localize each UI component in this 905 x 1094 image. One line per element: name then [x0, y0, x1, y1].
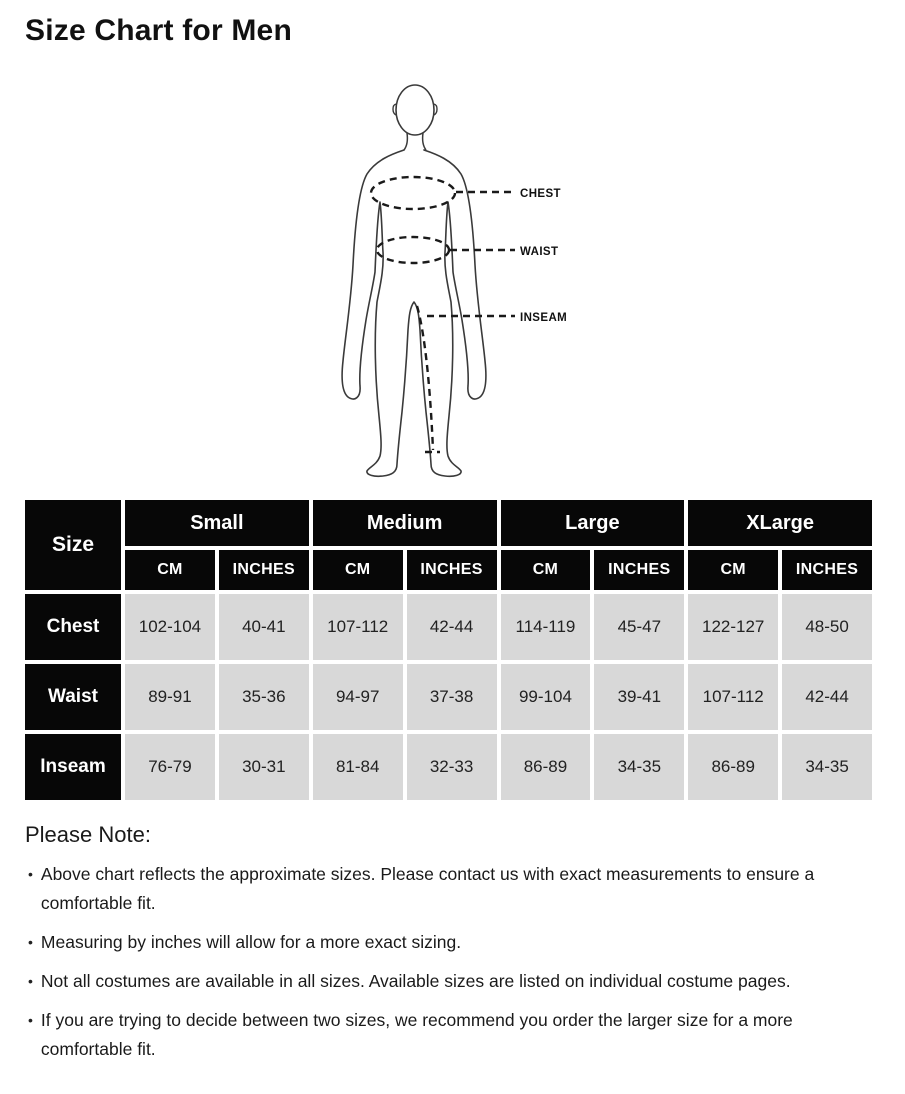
size-group-header-row — [25, 500, 872, 546]
note-text: Not all costumes are available in all sizes. Available sizes are listed on individual costume pages. — [40, 971, 791, 991]
inseam-medium-inches: 32-33 — [407, 734, 497, 800]
bullet-icon: • — [28, 934, 33, 950]
bullet-icon: • — [28, 866, 33, 882]
row-label-inseam: Inseam — [25, 734, 121, 800]
chest-callout-label: CHEST — [520, 188, 561, 200]
list-item — [28, 1006, 880, 1064]
page-title: Size Chart for Men — [25, 14, 292, 47]
waist-measure-ellipse — [377, 237, 449, 263]
inseam-xlarge-cm: 86-89 — [688, 734, 778, 800]
chest-xlarge-cm: 122-127 — [688, 594, 778, 660]
table-row-chest — [25, 594, 872, 660]
table-row-inseam — [25, 734, 872, 800]
row-label-waist: Waist — [25, 664, 121, 730]
chest-large-cm: 114-119 — [501, 594, 591, 660]
unit-header-cm: CM — [501, 550, 591, 590]
male-figure-illustration — [330, 80, 610, 480]
waist-small-inches: 35-36 — [219, 664, 309, 730]
inseam-xlarge-inches: 34-35 — [782, 734, 872, 800]
notes-list — [25, 860, 880, 1064]
unit-header-inches: INCHES — [407, 550, 497, 590]
size-corner-header: Size — [25, 500, 121, 590]
waist-medium-inches: 37-38 — [407, 664, 497, 730]
unit-header-cm: CM — [125, 550, 215, 590]
waist-small-cm: 89-91 — [125, 664, 215, 730]
bullet-icon: • — [28, 1012, 33, 1028]
size-group-large: Large — [501, 500, 685, 546]
waist-large-cm: 99-104 — [501, 664, 591, 730]
row-label-chest: Chest — [25, 594, 121, 660]
chest-measure-ellipse — [371, 177, 455, 209]
inseam-small-inches: 30-31 — [219, 734, 309, 800]
waist-xlarge-inches: 42-44 — [782, 664, 872, 730]
bullet-icon: • — [28, 973, 33, 989]
inseam-callout-label: INSEAM — [520, 312, 568, 324]
chest-medium-cm: 107-112 — [313, 594, 403, 660]
inseam-medium-cm: 81-84 — [313, 734, 403, 800]
page — [0, 14, 905, 1064]
chest-small-cm: 102-104 — [125, 594, 215, 660]
note-text: If you are trying to decide between two sizes, we recommend you order the larger size for a more comfortable fit. — [40, 1010, 793, 1059]
unit-header-cm: CM — [688, 550, 778, 590]
note-text: Above chart reflects the approximate sizes. Please contact us with exact measurements to ensure a comfortable fit. — [40, 864, 815, 913]
list-item — [28, 928, 880, 957]
chest-xlarge-inches: 48-50 — [782, 594, 872, 660]
figure-head — [396, 85, 434, 135]
note-text: Measuring by inches will allow for a more exact sizing. — [40, 932, 462, 952]
size-group-small: Small — [125, 500, 309, 546]
size-group-xlarge: XLarge — [688, 500, 872, 546]
chest-medium-inches: 42-44 — [407, 594, 497, 660]
notes-section — [25, 822, 880, 1064]
body-measurement-diagram — [25, 56, 880, 496]
list-item — [28, 860, 880, 918]
figure-body-outline — [342, 150, 486, 476]
unit-header-inches: INCHES — [594, 550, 684, 590]
inseam-large-inches: 34-35 — [594, 734, 684, 800]
unit-header-row — [25, 550, 872, 590]
waist-medium-cm: 94-97 — [313, 664, 403, 730]
unit-header-cm: CM — [313, 550, 403, 590]
waist-callout-label: WAIST — [520, 246, 559, 258]
size-group-medium: Medium — [313, 500, 497, 546]
inseam-small-cm: 76-79 — [125, 734, 215, 800]
waist-large-inches: 39-41 — [594, 664, 684, 730]
waist-xlarge-cm: 107-112 — [688, 664, 778, 730]
unit-header-inches: INCHES — [219, 550, 309, 590]
chest-small-inches: 40-41 — [219, 594, 309, 660]
chest-large-inches: 45-47 — [594, 594, 684, 660]
notes-heading: Please Note: — [25, 822, 151, 847]
inseam-large-cm: 86-89 — [501, 734, 591, 800]
table-row-waist — [25, 664, 872, 730]
unit-header-inches: INCHES — [782, 550, 872, 590]
list-item — [28, 967, 880, 996]
size-chart-table — [21, 496, 876, 804]
